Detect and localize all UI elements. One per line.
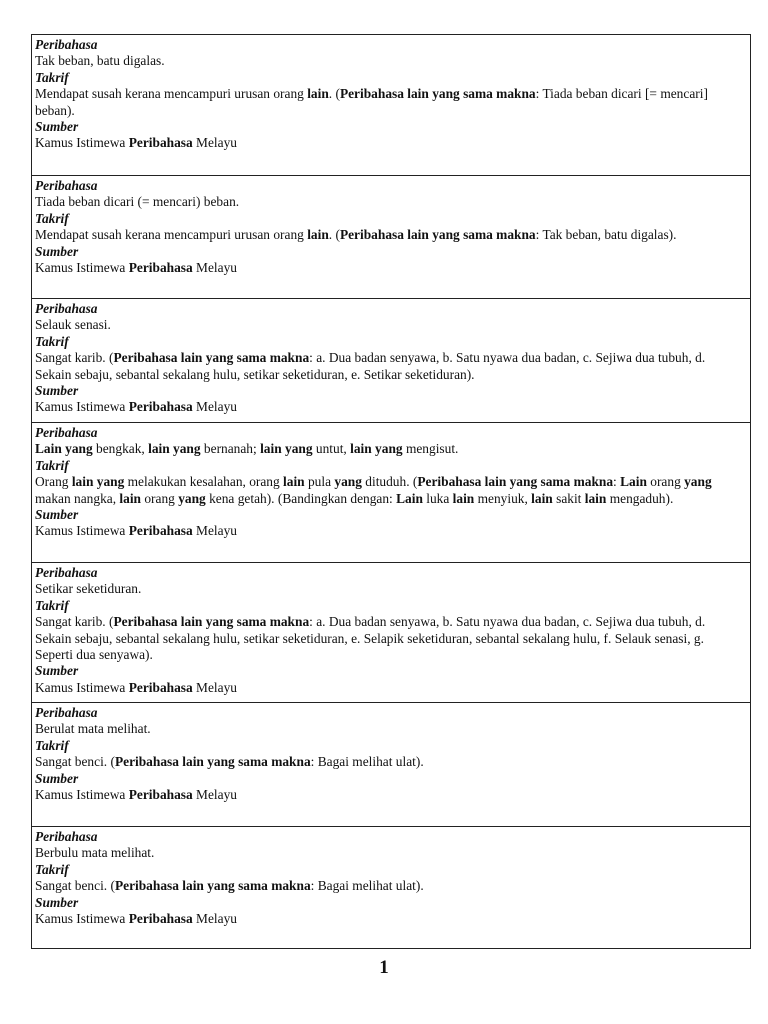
peribahasa-label: Peribahasa xyxy=(35,705,98,720)
takrif-segment: Lain xyxy=(396,490,423,506)
takrif-segment: Peribahasa lain yang sama makna xyxy=(114,878,311,894)
peribahasa-segment: Selauk senasi. xyxy=(35,317,111,333)
takrif-segment: . ( xyxy=(328,86,340,102)
takrif-text xyxy=(35,227,740,243)
peribahasa-label: Peribahasa xyxy=(35,829,98,844)
peribahasa-segment: Tiada beban dicari (= mencari) beban. xyxy=(35,194,240,210)
takrif-text xyxy=(35,614,740,663)
takrif-segment: Peribahasa lain yang sama makna xyxy=(114,754,311,770)
takrif-segment: lain xyxy=(283,474,305,490)
proverb-entry xyxy=(32,826,750,948)
sumber-text xyxy=(35,911,740,927)
sumber-text xyxy=(35,680,740,696)
takrif-segment: . ( xyxy=(328,227,340,243)
peribahasa-text xyxy=(35,721,740,737)
takrif-segment: luka xyxy=(422,490,453,506)
sumber-segment: Kamus Istimewa xyxy=(35,523,129,539)
sumber-text xyxy=(35,523,740,539)
sumber-segment: Kamus Istimewa xyxy=(35,787,129,803)
takrif-label: Takrif xyxy=(35,210,69,226)
sumber-label: Sumber xyxy=(35,119,79,135)
takrif-segment: Mendapat susah kerana mencampuri urusan orang xyxy=(35,227,308,243)
takrif-segment: Lain xyxy=(620,474,647,490)
takrif-segment: sakit xyxy=(552,490,585,506)
proverb-entry xyxy=(32,422,750,562)
peribahasa-label: Peribahasa xyxy=(35,301,98,316)
takrif-segment: dituduh. ( xyxy=(361,474,418,490)
peribahasa-segment: Lain yang xyxy=(35,441,93,457)
takrif-segment: kena getah). (Bandingkan dengan: xyxy=(205,490,397,506)
sumber-segment: Peribahasa xyxy=(128,911,193,927)
sumber-label: Sumber xyxy=(35,383,79,399)
takrif-segment: lain xyxy=(307,227,329,243)
takrif-segment: melakukan kesalahan, orang xyxy=(124,474,284,490)
proverb-entry xyxy=(32,702,750,826)
takrif-segment: lain xyxy=(531,490,553,506)
takrif-segment: lain xyxy=(452,490,475,506)
takrif-segment: : Bagai melihat ulat). xyxy=(310,754,424,770)
proverb-entry xyxy=(32,562,750,702)
peribahasa-text xyxy=(35,317,740,333)
takrif-segment: Peribahasa lain yang sama makna xyxy=(339,227,536,243)
takrif-segment: yang xyxy=(178,490,206,506)
takrif-segment: : a. Dua badan senyawa, b. Satu nyawa dua badan, c. Sejiwa dua tubuh, d. Sekain sebaju, sebantal sekalang hulu, setikar seketiduran, e. Setikar seketiduran). xyxy=(35,350,706,382)
takrif-segment: : xyxy=(613,474,621,490)
takrif-segment: Mendapat susah kerana mencampuri urusan orang xyxy=(35,86,308,102)
sumber-text xyxy=(35,260,740,276)
sumber-segment: Peribahasa xyxy=(128,399,193,415)
sumber-segment: Melayu xyxy=(192,135,237,151)
takrif-segment: Peribahasa lain yang sama makna xyxy=(339,86,536,102)
peribahasa-segment: untut, xyxy=(312,441,351,457)
proverb-entry xyxy=(32,35,750,175)
sumber-segment: Kamus Istimewa xyxy=(35,911,129,927)
peribahasa-segment: Setikar seketiduran. xyxy=(35,581,142,597)
takrif-segment: pula xyxy=(304,474,335,490)
sumber-segment: Kamus Istimewa xyxy=(35,679,129,695)
takrif-segment: menyiuk, xyxy=(474,490,532,506)
takrif-segment: Sangat benci. ( xyxy=(35,754,115,770)
takrif-segment: yang xyxy=(334,474,362,490)
peribahasa-segment: bengkak, xyxy=(92,441,149,457)
proverb-entry xyxy=(32,175,750,298)
peribahasa-segment: Berulat mata melihat. xyxy=(35,721,151,737)
takrif-text xyxy=(35,350,740,383)
sumber-segment: Kamus Istimewa xyxy=(35,260,129,276)
sumber-segment: Melayu xyxy=(192,260,237,276)
takrif-label: Takrif xyxy=(35,457,69,473)
takrif-segment: : Tak beban, batu digalas). xyxy=(535,227,677,243)
takrif-label: Takrif xyxy=(35,333,69,349)
sumber-segment: Melayu xyxy=(192,787,237,803)
peribahasa-text xyxy=(35,53,740,69)
peribahasa-label: Peribahasa xyxy=(35,425,98,440)
peribahasa-label: Peribahasa xyxy=(35,178,98,193)
sumber-segment: Kamus Istimewa xyxy=(35,135,129,151)
takrif-segment: lain yang xyxy=(71,474,125,490)
sumber-segment: Peribahasa xyxy=(128,260,193,276)
peribahasa-text xyxy=(35,194,740,210)
takrif-segment: : Tiada beban dicari [= mencari] beban). xyxy=(35,86,708,118)
sumber-text xyxy=(35,399,740,415)
takrif-segment: Peribahasa lain yang sama makna xyxy=(113,350,310,366)
takrif-segment: orang xyxy=(646,474,685,490)
sumber-segment: Melayu xyxy=(192,911,237,927)
peribahasa-segment: lain yang xyxy=(148,441,201,457)
sumber-text xyxy=(35,787,740,803)
peribahasa-segment: Tak beban, batu digalas. xyxy=(35,53,165,69)
takrif-text xyxy=(35,754,740,770)
sumber-segment: Peribahasa xyxy=(128,135,193,151)
takrif-label: Takrif xyxy=(35,861,69,877)
peribahasa-text xyxy=(35,845,740,861)
takrif-segment: makan nangka, xyxy=(35,490,120,506)
sumber-label: Sumber xyxy=(35,243,79,259)
peribahasa-text xyxy=(35,581,740,597)
takrif-segment: : Bagai melihat ulat). xyxy=(310,878,424,894)
takrif-label: Takrif xyxy=(35,69,69,85)
sumber-label: Sumber xyxy=(35,894,79,910)
sumber-segment: Melayu xyxy=(192,523,237,539)
sumber-label: Sumber xyxy=(35,507,79,523)
takrif-segment: : a. Dua badan senyawa, b. Satu nyawa dua badan, c. Sejiwa dua tubuh, d. Sekain sebaju, sebantal sekalang hulu, setikar seketiduran, e. Selapik seketiduran, sebantal sekalang hulu, f. Selauk senasi, g. Seperti dua senyawa). xyxy=(35,614,706,663)
sumber-label: Sumber xyxy=(35,770,79,786)
takrif-label: Takrif xyxy=(35,737,69,753)
takrif-segment: lain xyxy=(119,490,141,506)
takrif-label: Takrif xyxy=(35,597,69,613)
peribahasa-segment: lain yang xyxy=(350,441,403,457)
peribahasa-label: Peribahasa xyxy=(35,565,98,580)
takrif-segment: orang xyxy=(141,490,179,506)
takrif-segment: yang xyxy=(684,474,712,490)
takrif-segment: Sangat karib. ( xyxy=(35,350,114,366)
takrif-segment: Sangat karib. ( xyxy=(35,614,114,630)
proverb-table xyxy=(31,34,751,949)
takrif-text xyxy=(35,86,740,119)
peribahasa-segment: lain yang xyxy=(260,441,313,457)
sumber-segment: Peribahasa xyxy=(128,523,193,539)
takrif-segment: mengaduh). xyxy=(606,490,674,506)
peribahasa-segment: mengisut. xyxy=(402,441,459,457)
peribahasa-segment: bernanah; xyxy=(200,441,261,457)
takrif-segment: Peribahasa lain yang sama makna xyxy=(113,614,310,630)
sumber-label: Sumber xyxy=(35,663,79,679)
sumber-segment: Peribahasa xyxy=(128,787,193,803)
proverb-entry xyxy=(32,298,750,422)
peribahasa-text xyxy=(35,441,740,457)
takrif-segment: lain xyxy=(584,490,607,506)
sumber-segment: Melayu xyxy=(192,399,237,415)
sumber-segment: Peribahasa xyxy=(128,679,193,695)
sumber-segment: Kamus Istimewa xyxy=(35,399,129,415)
sumber-segment: Melayu xyxy=(192,679,237,695)
takrif-segment: Peribahasa lain yang sama makna xyxy=(417,474,614,490)
takrif-segment: Orang xyxy=(35,474,72,490)
takrif-text xyxy=(35,878,740,894)
takrif-segment: Sangat benci. ( xyxy=(35,878,115,894)
page-number: 1 xyxy=(379,957,389,978)
peribahasa-label: Peribahasa xyxy=(35,37,98,52)
sumber-text xyxy=(35,135,740,151)
takrif-text xyxy=(35,474,740,507)
peribahasa-segment: Berbulu mata melihat. xyxy=(35,845,155,861)
takrif-segment: lain xyxy=(307,86,329,102)
